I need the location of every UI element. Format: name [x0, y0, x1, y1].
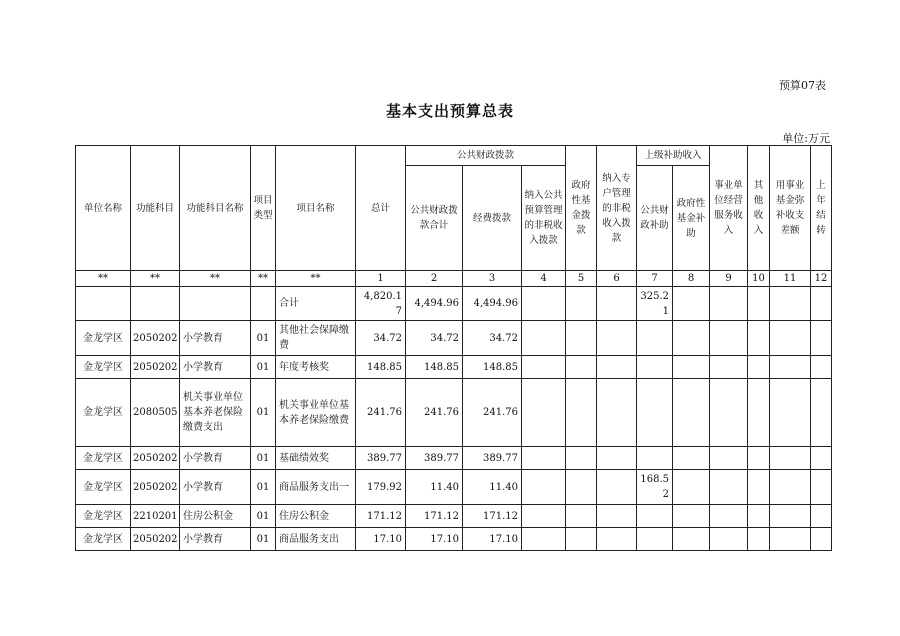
empty-cell: [748, 356, 770, 379]
empty-cell: [597, 447, 637, 470]
index-cell: 2: [406, 271, 463, 287]
empty-cell: [710, 447, 748, 470]
cell-type: 01: [251, 505, 276, 528]
empty-cell: [770, 379, 811, 447]
empty-cell: [566, 505, 597, 528]
empty-cell: [566, 470, 597, 505]
cell-funds: 389.77: [463, 447, 522, 470]
col-group-public-fiscal: 公共财政拨款: [406, 146, 566, 166]
total-label: 合计: [276, 287, 356, 321]
empty-cell: [710, 321, 748, 356]
index-cell: 1: [356, 271, 406, 287]
cell-public: 11.40: [406, 470, 463, 505]
cell-funds: 17.10: [463, 528, 522, 551]
col-public-fiscal-subsidy: 公共财政补助: [637, 166, 673, 271]
empty-cell: [710, 528, 748, 551]
cell-unit: 金龙学区: [76, 379, 131, 447]
empty-cell: [748, 447, 770, 470]
index-cell: **: [276, 271, 356, 287]
empty-cell: [566, 379, 597, 447]
col-total: 总计: [356, 146, 406, 271]
index-row: [76, 271, 832, 287]
cell-func: 住房公积金: [180, 505, 251, 528]
empty-cell: [811, 470, 832, 505]
col-group-superior-subsidy: 上级补助收入: [637, 146, 710, 166]
empty-cell: [770, 505, 811, 528]
index-cell: **: [76, 271, 131, 287]
cell-subsidy: [637, 447, 673, 470]
index-cell: 6: [597, 271, 637, 287]
cell-funds: 34.72: [463, 321, 522, 356]
col-gov-fund: 政府性基金拨款: [566, 146, 597, 271]
cell-subsidy: [637, 505, 673, 528]
col-unit-name: 单位名称: [76, 146, 131, 271]
col-other-income: 其他收入: [748, 146, 770, 271]
cell-func: 小学教育: [180, 447, 251, 470]
col-carryover: 上年结转: [811, 146, 832, 271]
empty-cell: [811, 321, 832, 356]
empty-cell: [770, 321, 811, 356]
cell-subsidy: 168.52: [637, 470, 673, 505]
cell-public: 241.76: [406, 379, 463, 447]
empty-cell: [710, 505, 748, 528]
cell-func: 小学教育: [180, 528, 251, 551]
table-row: [76, 321, 832, 356]
cell-total: 179.92: [356, 470, 406, 505]
cell-code: 2050202: [131, 321, 180, 356]
cell-type: 01: [251, 470, 276, 505]
col-nontax-alloc: 纳入公共预算管理的非税收入拨款: [522, 166, 566, 271]
cell-public: 148.85: [406, 356, 463, 379]
empty-cell: [748, 528, 770, 551]
cell-item: 商品服务支出一: [276, 470, 356, 505]
cell-public: 34.72: [406, 321, 463, 356]
col-reserve-fund: 用事业基金弥补收支差额: [770, 146, 811, 271]
index-cell: 10: [748, 271, 770, 287]
empty-cell: [811, 379, 832, 447]
cell-func: 小学教育: [180, 321, 251, 356]
col-business-income: 事业单位经营服务收入: [710, 146, 748, 271]
cell-type: 01: [251, 356, 276, 379]
empty-cell: [597, 287, 637, 321]
cell-funds: 11.40: [463, 470, 522, 505]
empty-cell: [597, 470, 637, 505]
empty-cell: [566, 528, 597, 551]
empty-cell: [566, 321, 597, 356]
page-title: 基本支出预算总表: [385, 102, 514, 120]
empty-cell: [811, 505, 832, 528]
cell-func: 小学教育: [180, 356, 251, 379]
total-amount: 4,820.17: [356, 287, 406, 321]
cell-total: 389.77: [356, 447, 406, 470]
cell-type: 01: [251, 321, 276, 356]
cell-public: 389.77: [406, 447, 463, 470]
empty-cell: [566, 447, 597, 470]
index-cell: 12: [811, 271, 832, 287]
cell-unit: 金龙学区: [76, 505, 131, 528]
cell-item: 年度考核奖: [276, 356, 356, 379]
cell-unit: 金龙学区: [76, 447, 131, 470]
cell-item: 基础绩效奖: [276, 447, 356, 470]
empty-cell: [770, 528, 811, 551]
empty-cell: [522, 447, 566, 470]
empty-cell: [811, 528, 832, 551]
cell-type: 01: [251, 447, 276, 470]
empty-cell: [748, 470, 770, 505]
empty-cell: [522, 470, 566, 505]
cell-unit: 金龙学区: [76, 356, 131, 379]
index-cell: 9: [710, 271, 748, 287]
index-cell: **: [251, 271, 276, 287]
form-number: 预算07表: [779, 79, 826, 92]
cell-unit: 金龙学区: [76, 321, 131, 356]
empty-cell: [251, 287, 276, 321]
cell-subsidy: [637, 528, 673, 551]
col-special-nontax: 纳入专户管理的非税收入拨款: [597, 146, 637, 271]
cell-code: 2050202: [131, 356, 180, 379]
table-row: [76, 379, 832, 447]
cell-total: 17.10: [356, 528, 406, 551]
col-gov-fund-subsidy: 政府性基金补助: [673, 166, 710, 271]
empty-cell: [673, 447, 710, 470]
cell-code: 2210201: [131, 505, 180, 528]
empty-cell: [522, 379, 566, 447]
cell-item: 商品服务支出: [276, 528, 356, 551]
cell-subsidy: [637, 379, 673, 447]
table-row: [76, 356, 832, 379]
empty-cell: [710, 470, 748, 505]
col-item-type: 项目类型: [251, 146, 276, 271]
cell-item: 住房公积金: [276, 505, 356, 528]
empty-cell: [673, 287, 710, 321]
table-row: [76, 447, 832, 470]
empty-cell: [522, 321, 566, 356]
total-fiscal-subsidy: 325.21: [637, 287, 673, 321]
empty-cell: [180, 287, 251, 321]
cell-unit: 金龙学区: [76, 470, 131, 505]
empty-cell: [710, 287, 748, 321]
empty-cell: [748, 505, 770, 528]
empty-cell: [566, 287, 597, 321]
empty-cell: [770, 447, 811, 470]
col-func-name: 功能科目名称: [180, 146, 251, 271]
cell-funds: 241.76: [463, 379, 522, 447]
empty-cell: [597, 321, 637, 356]
cell-item: 其他社会保障缴费: [276, 321, 356, 356]
col-public-fiscal-total: 公共财政拨款合计: [406, 166, 463, 271]
cell-code: 2050202: [131, 470, 180, 505]
empty-cell: [131, 287, 180, 321]
cell-funds: 171.12: [463, 505, 522, 528]
empty-cell: [522, 287, 566, 321]
empty-cell: [673, 528, 710, 551]
empty-cell: [770, 470, 811, 505]
empty-cell: [522, 505, 566, 528]
cell-type: 01: [251, 528, 276, 551]
index-cell: **: [131, 271, 180, 287]
empty-cell: [811, 447, 832, 470]
empty-cell: [522, 356, 566, 379]
empty-cell: [748, 321, 770, 356]
cell-public: 171.12: [406, 505, 463, 528]
empty-cell: [811, 356, 832, 379]
cell-funds: 148.85: [463, 356, 522, 379]
index-cell: 8: [673, 271, 710, 287]
empty-cell: [673, 505, 710, 528]
index-cell: 4: [522, 271, 566, 287]
cell-unit: 金龙学区: [76, 528, 131, 551]
table-row: [76, 505, 832, 528]
col-func-code: 功能科目: [131, 146, 180, 271]
cell-func: 小学教育: [180, 470, 251, 505]
empty-cell: [597, 505, 637, 528]
cell-total: 241.76: [356, 379, 406, 447]
cell-item: 机关事业单位基本养老保险缴费: [276, 379, 356, 447]
empty-cell: [597, 379, 637, 447]
empty-cell: [673, 379, 710, 447]
empty-cell: [748, 287, 770, 321]
cell-total: 34.72: [356, 321, 406, 356]
total-row: [76, 287, 832, 321]
empty-cell: [673, 470, 710, 505]
index-cell: **: [180, 271, 251, 287]
empty-cell: [710, 379, 748, 447]
cell-code: 2050202: [131, 447, 180, 470]
index-cell: 5: [566, 271, 597, 287]
unit-label: 单位:万元: [782, 132, 830, 145]
col-item-name: 项目名称: [276, 146, 356, 271]
cell-code: 2050202: [131, 528, 180, 551]
table-row: [76, 528, 832, 551]
empty-cell: [597, 356, 637, 379]
budget-table: [75, 145, 832, 551]
empty-cell: [748, 379, 770, 447]
total-public-fiscal: 4,494.96: [406, 287, 463, 321]
empty-cell: [770, 287, 811, 321]
cell-type: 01: [251, 379, 276, 447]
cell-code: 2080505: [131, 379, 180, 447]
cell-subsidy: [637, 356, 673, 379]
empty-cell: [811, 287, 832, 321]
empty-cell: [522, 528, 566, 551]
empty-cell: [673, 321, 710, 356]
empty-cell: [566, 356, 597, 379]
empty-cell: [76, 287, 131, 321]
index-cell: 11: [770, 271, 811, 287]
index-cell: 7: [637, 271, 673, 287]
table-row: [76, 470, 832, 505]
cell-public: 17.10: [406, 528, 463, 551]
empty-cell: [597, 528, 637, 551]
cell-total: 148.85: [356, 356, 406, 379]
total-funds-alloc: 4,494.96: [463, 287, 522, 321]
empty-cell: [710, 356, 748, 379]
cell-subsidy: [637, 321, 673, 356]
cell-func: 机关事业单位基本养老保险缴费支出: [180, 379, 251, 447]
cell-total: 171.12: [356, 505, 406, 528]
empty-cell: [770, 356, 811, 379]
empty-cell: [673, 356, 710, 379]
col-funds-alloc: 经费拨款: [463, 166, 522, 271]
index-cell: 3: [463, 271, 522, 287]
